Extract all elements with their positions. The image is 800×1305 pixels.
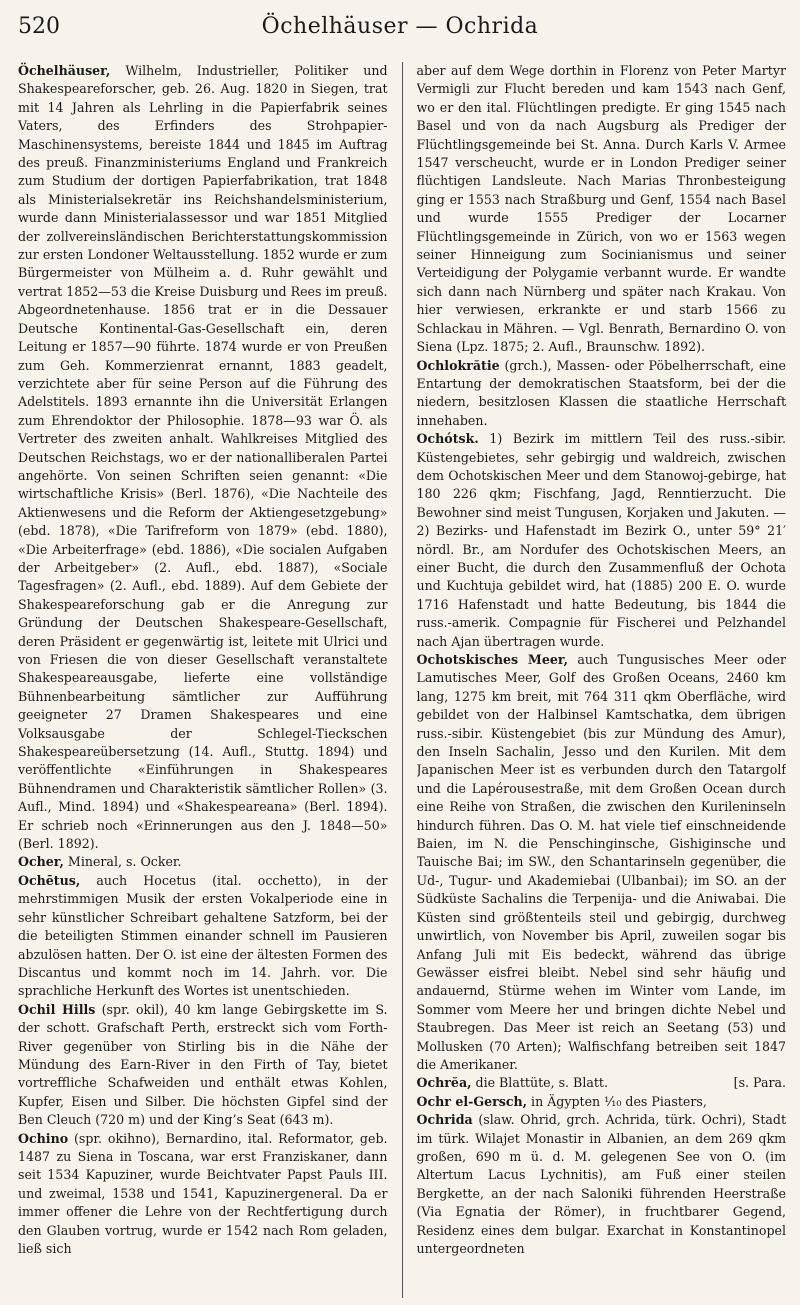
entry-ochr-el-gersch bbox=[417, 1093, 787, 1111]
entry-ochrida bbox=[417, 1111, 787, 1258]
entry-text: Wilhelm, Industrieller, Politiker und Shakespeareforscher, geb. 26. Aug. 1820 in Siegen, trat mit 14 Jahren als Lehrling in die Papierfabrik seines Vaters, des Erfinders des Strohpapier-Maschinensystems, bereiste 1844 und 1845 im Auftrag des preuß. Finanzministeriums England und Frankreich zum Studium der dortigen Papierfabrikation, trat 1848 als Ministerialsekretär ins Reichshandelsministerium, wurde dann Ministerialassessor und war 1851 Mitglied der zollvereinsländischen Berichterstattungskommission zur ersten Londoner Weltausstellung. 1852 wurde er zum Bürgermeister von Mülheim a. d. Ruhr gewählt und vertrat 1852—53 die Kreise Duisburg und Rees im preuß. Abgeordnetenhause. 1856 trat er in die Dessauer Deutsche Kontinental-Gas-Gesellschaft ein, deren Leitung er 1857—90 führte. 1874 wurde er von Preußen zum Geh. Kommerzienrat ernannt, 1883 geadelt, verzichtete aber für seine Person auf die Führung des Adelstitels. 1893 ernannte ihn die Universität Erlangen zum Ehrendoktor der Philosophie. 1878—93 war Ö. als Vertreter des zweiten anhalt. Wahlkreises Mitglied des Deutschen Reichstags, wo er der nationalliberalen Partei angehörte. Von seinen Schriften seien genannt: «Die wirtschaftliche Krisis» (Berl. 1876), «Die Nachteile des Aktienwesens und die Reform der Aktiengesetzgebung» (ebd. 1878), «Die Tarifreform von 1879» (ebd. 1880), «Die Arbeiterfrage» (ebd. 1886), «Die socialen Aufgaben der Arbeitgeber» (2. Aufl., ebd. 1887), «Sociale Tagesfragen» (2. Aufl., ebd. 1889). Auf dem Gebiete der Shakespeareforschung gab er die Anregung zur Gründung der Deutschen Shakespeare-Gesellschaft, deren Präsident er gegenwärtig ist, leitete mit Ulrici und von Friesen die von dieser Gesellschaft veranstaltete Shakespeareausgabe, lieferte eine vollständige Bühnenbearbeitung sämtlicher zur Aufführung geeigneter 27 Dramen Shakespeares und eine Volksausgabe der Schlegel-Tieckschen Shakespeareübersetzung (14. Aufl., Stuttg. 1894) und veröffentlichte «Einführungen in Shakespeares Bühnendramen und Charakteristik sämtlicher Rollen» (3. Aufl., Mind. 1894) und «Shakespeareana» (Berl. 1894). Er schrieb noch «Erinnerungen aus den J. 1848—50» (Berl. 1892). bbox=[18, 63, 388, 852]
entry-ochetus bbox=[18, 872, 388, 1001]
entry-headword: Ochlokrătie bbox=[416, 357, 500, 373]
entry-headword: Ochr el-Gersch, bbox=[416, 1093, 528, 1109]
entry-oechelhaeuser bbox=[18, 62, 388, 853]
entry-ochrea bbox=[417, 1074, 787, 1092]
entry-text: (spr. okihno), Bernardino, ital. Reformator, geb. 1487 zu Siena in Toscana, war erst Franziskaner, dann seit 1534 Kapuziner, wurde Beichtvater Papst Pauls III. und zweimal, 1538 und 1541, Kapuzinergeneral. Da er immer offener die Lehre von der Rechtfertigung durch den Glauben vortrug, wurde er 1542 nach Rom geladen, ließ sich bbox=[18, 1130, 388, 1256]
entry-headword: Ochino bbox=[18, 1130, 69, 1146]
entry-text: auch Tungusisches Meer oder Lamutisches Meer, Golf des Großen Oceans, 2460 km lang, 1275 km breit, mit 764 311 qkm Oberfläche, wird gebildet von der Halbinsel Kamtschatka, dem übrigen russ.-sibir. Küstengebiet (bis zur Mündung des Amur), den Inseln Sachalin, Jesso und den Kurilen. Mit dem Japanischen Meer ist es verbunden durch den Tatargolf und die Lapérousestraße, mit dem Großen Ocean durch eine Reihe von Straßen, die zwischen den Kurileninseln hindurch führen. Das O. M. hat viele tief einschneidende Baien, im N. die Penschinginsche, Gishiginsche und Tauische Bai; im SW., den Schantarinseln gegenüber, die Ud-, Tugur- und Akademiebai (Ulbanbai); im SO. an der Südküste Sachalins die Terpenija- und die Aniwabai. Die Küsten sind größtenteils steil und gebirgig, durchweg unwirtlich, von November bis April, zuweilen sogar bis Anfang Juli mit Eis bedeckt, während das übrige Gewässer eisfrei bleibt. Nebel sind sehr häufig und andauernd, Stürme wehen im Winter vom Lande, im Sommer vom Meere her und bringen dichte Nebel und Staubregen. Das Meer ist reich an Seetang (53) und Mollusken (70 Arten); Walfischfang betreiben seit 1847 die Amerikaner. bbox=[416, 652, 786, 1072]
entry-text: (grch.), Massen- oder Pöbelherrschaft, eine Entartung der demokratischen Staatsform, bei der die niedern, besitzlosen Klassen die staatliche Herrschaft innehaben. bbox=[416, 357, 786, 428]
entry-headword: Ocher, bbox=[18, 854, 64, 870]
entry-ochotskisches-meer bbox=[417, 651, 787, 1074]
entry-aside: [s. Para. bbox=[733, 1075, 786, 1091]
entry-ochino-continued bbox=[417, 62, 787, 357]
running-head: Öchelhäuser — Ochrida bbox=[261, 14, 539, 39]
entry-text: die Blattüte, s. Blatt. bbox=[471, 1075, 608, 1091]
left-column bbox=[18, 62, 388, 1298]
entry-headword: Ochotskisches Meer, bbox=[416, 652, 568, 667]
entry-text: Mineral, s. Ocker. bbox=[63, 854, 182, 870]
entry-headword: Ochētus, bbox=[18, 872, 81, 888]
entry-text: aber auf dem Wege dorthin in Florenz von Peter Martyr Vermigli zur Flucht bereden und kam 1543 nach Genf, wo er den ital. Flüchtlingen predigte. Er ging 1545 nach Basel und von da nach Augsburg als Prediger der Flüchtlingsgemeinde bei St. Anna. Durch Karls V. Armee 1547 verscheucht, wurde er in London Prediger seiner flüchtigen Landsleute. Nach Marias Thronbesteigung ging er 1553 nach Straßburg und Genf, 1554 nach Basel und wurde 1555 Prediger der Locarner Flüchtlingsgemeinde in Zürich, von wo er 1563 wegen seiner Hinneigung zum Socinianismus und seiner Verteidigung der Polygamie verbannt wurde. Er wandte sich dann nach Nürnberg und später nach Krakau. Von hier verwiesen, erkrankte er und starb 1566 zu Schlackau in Mähren. — Vgl. Benrath, Bernardino O. von Siena (Lpz. 1875; 2. Aufl., Braunschw. 1892). bbox=[416, 63, 786, 355]
page-number: 520 bbox=[18, 14, 60, 39]
entry-ochotsk bbox=[417, 430, 787, 651]
entry-text: in Ägypten ¹⁄₁₀ des Piasters, bbox=[527, 1093, 707, 1109]
entry-headword: Ochótsk. bbox=[416, 431, 479, 447]
right-column bbox=[417, 62, 787, 1298]
page-header bbox=[18, 10, 782, 50]
entry-text: (spr. okil), 40 km lange Gebirgskette im S. der schott. Grafschaft Perth, erstreckt sich vom Forth-River gegenüber von Stirling bis in die Nähe der Mündung des Earn-River in den Firth of Tay, bietet vortreffliche Schafweiden und enthält etwas Kohlen, Kupfer, Eisen und Silber. Die höchsten Gipfel sind der Ben Cleuch (720 m) und der King’s Seat (643 m). bbox=[18, 1001, 388, 1128]
entry-headword: Öchelhäuser, bbox=[18, 63, 111, 78]
entry-headword: Ochrĕa, bbox=[416, 1075, 472, 1091]
entry-ochino bbox=[18, 1130, 388, 1259]
entry-ochlokratie bbox=[417, 357, 787, 431]
entry-headword: Ochil Hills bbox=[18, 1001, 96, 1017]
entry-text: 1) Bezirk im mittlern Teil des russ.-sibir. Küstengebietes, sehr gebirgig und waldreich, zwischen dem Ochotskischen Meer und dem Stanowoj-gebirge, hat 180 226 qkm; Fischfang, Jagd, Renntierzucht. Die Bewohner sind meist Tungusen, Korjaken und Jakuten. — 2) Bezirks- und Hafenstadt im Bezirk O., unter 59° 21′ nördl. Br., am Nordufer des Ochotskischen Meers, an einer Bucht, die durch den Zusammenfluß der Ochota und Kuchtuja gebildet wird, hat (1885) 200 E. O. wurde 1716 Hafenstadt und hatte Bedeutung, bis 1844 die russ.-amerik. Compagnie für Fischerei und Pelzhandel nach Ajan übertragen wurde. bbox=[416, 431, 786, 649]
column-divider bbox=[402, 62, 403, 1298]
entry-headword: Ochrida bbox=[416, 1112, 473, 1128]
entry-ocher bbox=[18, 853, 388, 871]
entry-text: (slaw. Ohrid, grch. Achrida, türk. Ochri), Stadt im türk. Wilajet Monastir in Albanien, an dem 269 qkm großen, 690 m ü. d. M. gelegenen See von O. (im Altertum Lacus Lychnitis), am Fuß einer steilen Bergkette, an der nach Saloniki führenden Heerstraße (Via Egnatia der Römer), in fruchtbarer Gegend, Residenz eines dem bulgar. Exarchat in Konstantinopel untergeordneten bbox=[416, 1112, 786, 1256]
entry-ochil-hills bbox=[18, 1001, 388, 1130]
entry-text: auch Hocetus (ital. occhetto), in der mehrstimmigen Musik der ersten Vokalperiode eine in sehr künstlicher Schreibart gehaltene Satzform, bei der die beteiligten Stimmen einander schnell im Pausieren abzulösen hatten. Der O. ist eine der ältesten Formen des Discantus und kommt noch im 14. Jahrh. vor. Die sprachliche Herkunft des Wortes ist unentschieden. bbox=[18, 872, 388, 999]
text-columns bbox=[18, 62, 786, 1298]
